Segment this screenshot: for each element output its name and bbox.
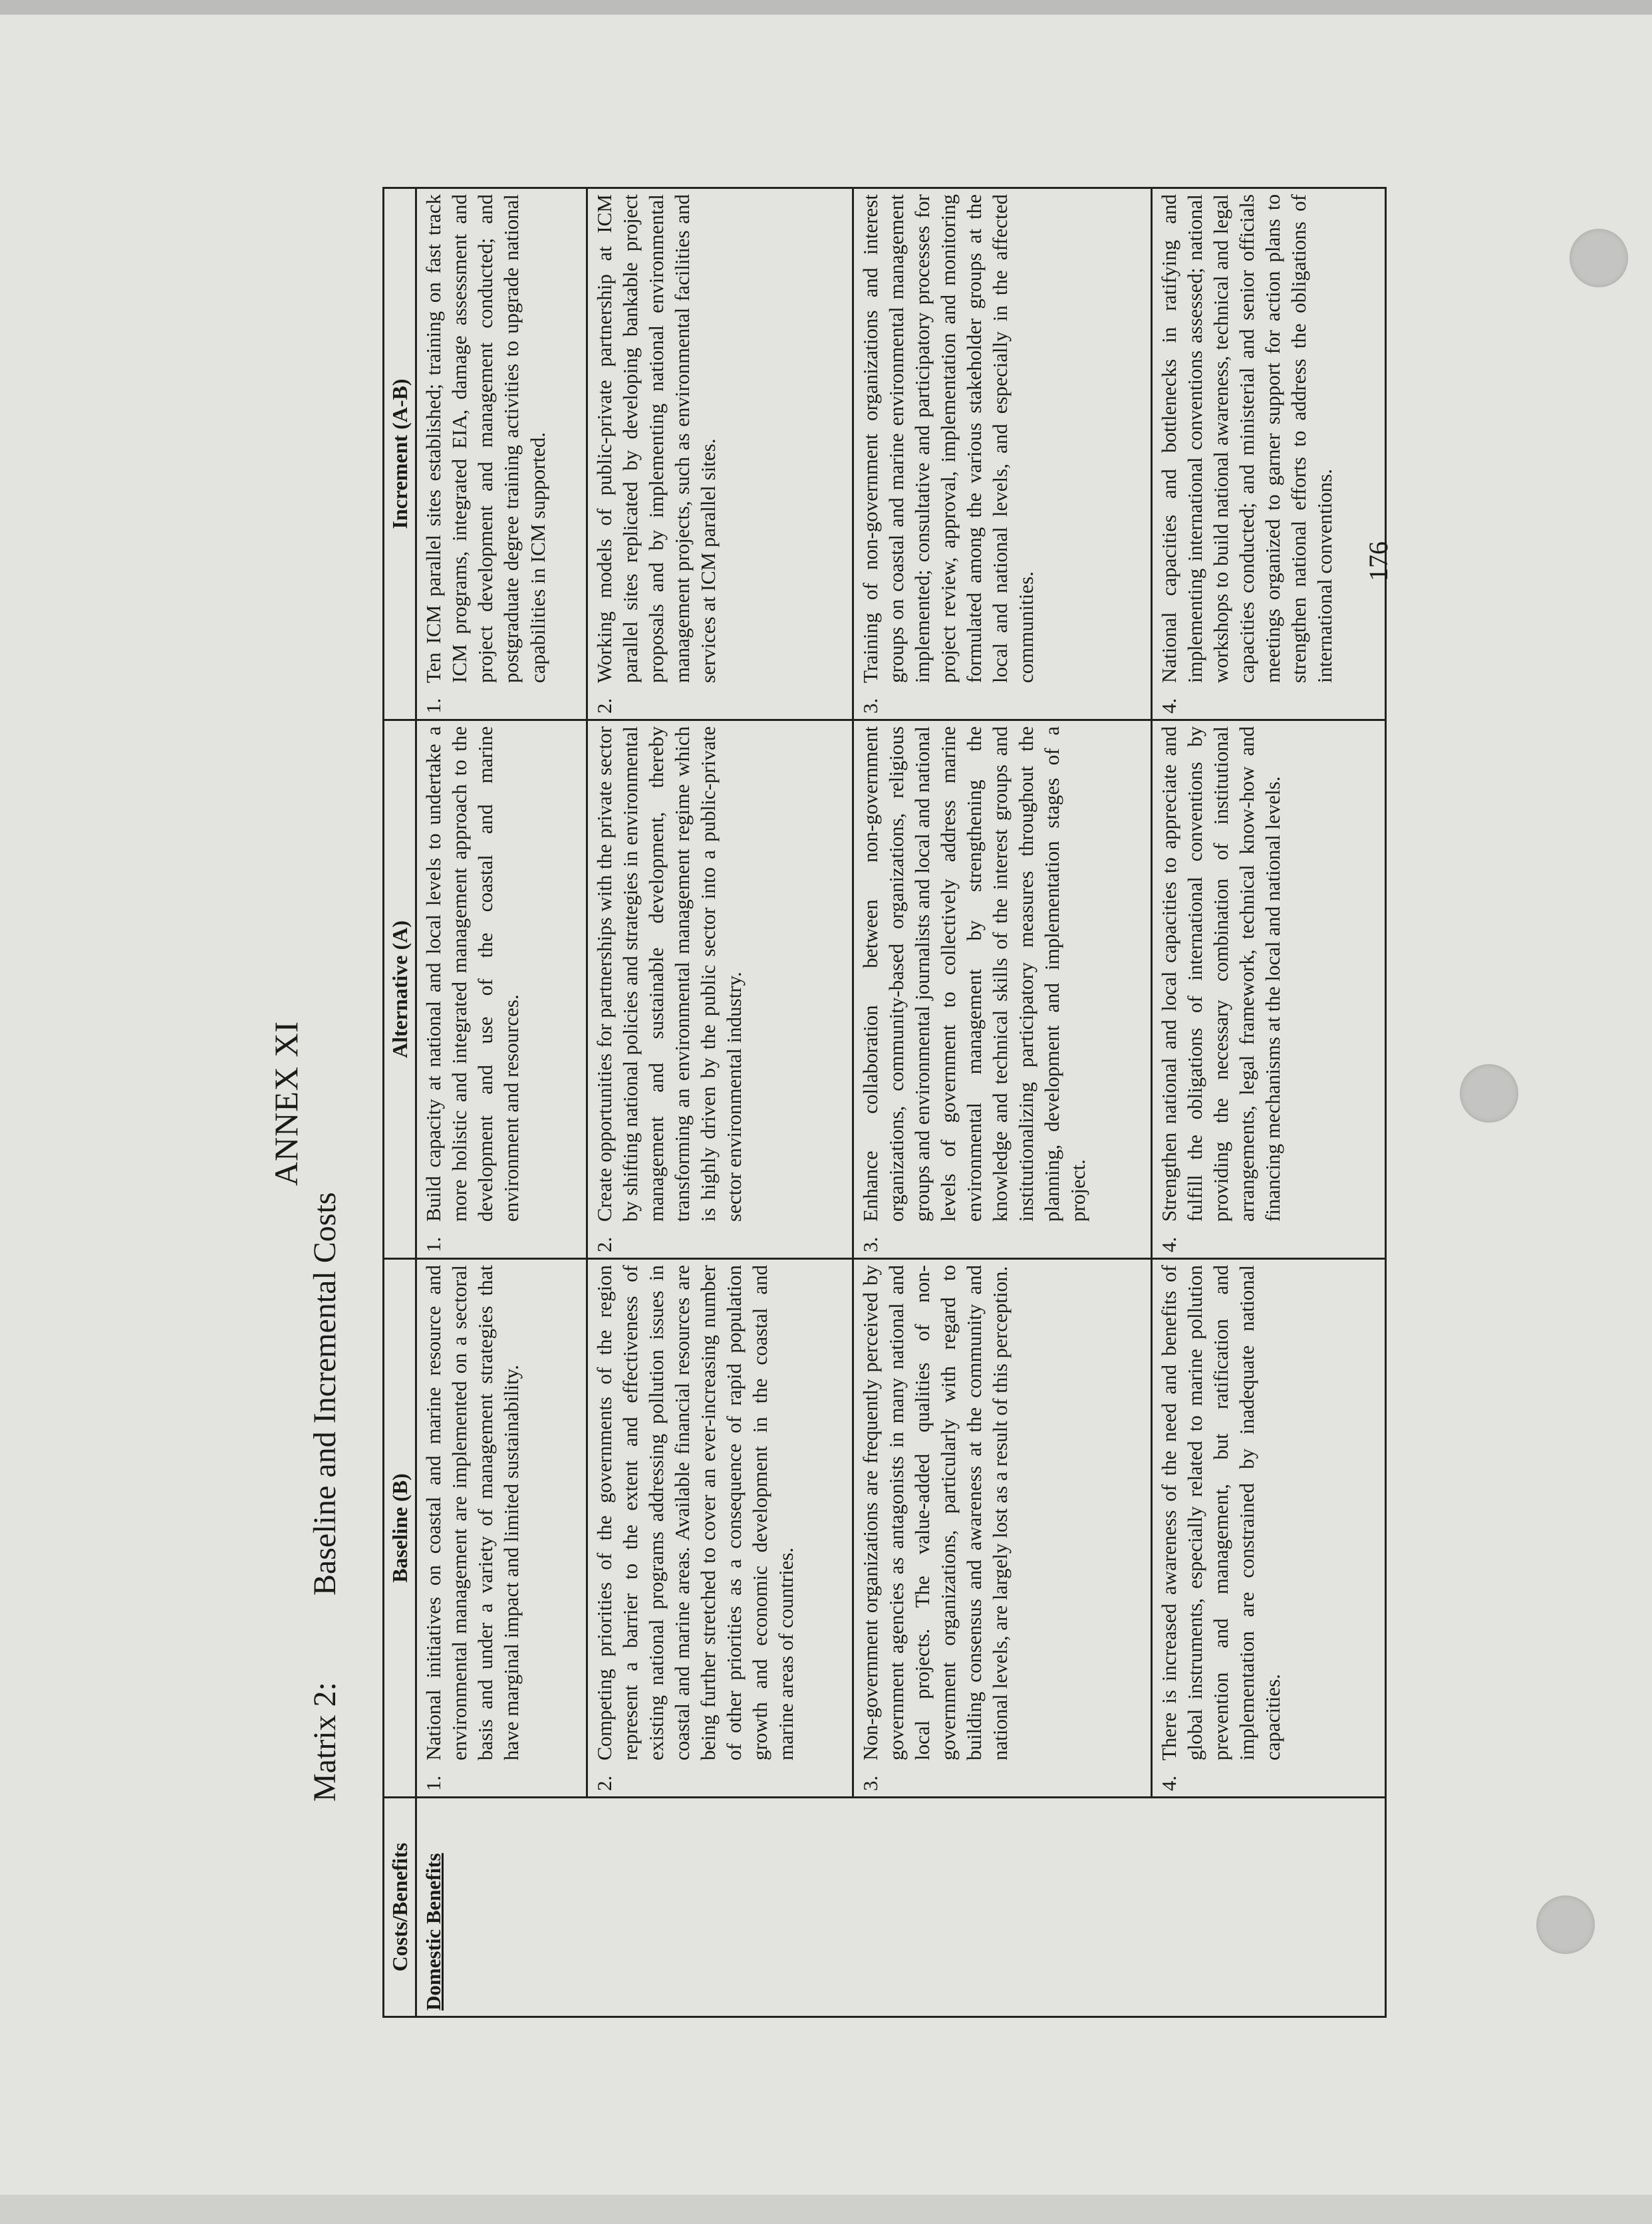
increment-cell <box>853 188 1152 720</box>
column-header-costs-benefits: Costs/Benefits <box>384 1798 416 2017</box>
baseline-cell <box>416 1259 587 1798</box>
baseline-text: Non-government organizations are frequently perceived by government agencies as antagonists in many national and local projects. The value-added qualities of non-government organizations, particularly with regard to building consensus and awareness at the community and national levels, are largely lost as a result of this perception. <box>859 1265 1012 1760</box>
table-row <box>853 188 1152 2017</box>
alternative-text: Enhance collaboration between non-government organizations, community-based organizations, religious groups and environmental journalists and local and national levels of government to collectively address marine environmental management by strengthening the knowledge and technical skills of the interest groups and institutionalizing participatory measures throughout the planning, development and implementation stages of a project. <box>859 726 1090 1222</box>
row-number: 4. <box>1157 1236 1180 1252</box>
annex-title: ANNEX XI <box>267 1020 305 1186</box>
row-number: 3. <box>859 698 883 714</box>
table-row <box>587 188 853 2017</box>
baseline-cell <box>853 1259 1152 1798</box>
alternative-text: Create opportunities for partnerships with the private sector by shifting national policies and strategies in environmental management and sustainable development, thereby transforming an environmental management regime which is highly driven by the public sector into a public-private sector environmental industry. <box>592 726 746 1222</box>
baseline-text: Competing priorities of the governments of the region represent a barrier to the extent and effectiveness of existing national programs addressing pollution issues in coastal and marine areas. Available financial resources are being further stretched to cover an ever-increasing number of other priorities as a consequence of rapid population growth and economic development in the coastal and marine areas of countries. <box>592 1265 797 1760</box>
table-row <box>1151 188 1385 2017</box>
category-cell <box>416 1798 1386 2017</box>
baseline-incremental-costs-table <box>382 187 1387 2018</box>
baseline-text: There is increased awareness of the need and benefits of global instruments, especially related to marine pollution prevention and management, but ratification and implementation are constrained by inadequate national capacities. <box>1157 1265 1284 1760</box>
scan-edge-top <box>0 0 1652 15</box>
page-number: 176 <box>1363 541 1393 581</box>
punch-hole-middle <box>1460 1064 1518 1123</box>
row-number: 3. <box>859 1775 883 1791</box>
increment-text: National capacities and bottlenecks in ratifying and implementing international conventions assessed; national workshops to build national awareness, technical and legal capacities conducted; and ministerial and senior officials meetings organized to garner support for action plans to strengthen national efforts to address the obligations of international conventions. <box>1157 194 1336 683</box>
matrix-title: Baseline and Incremental Costs <box>307 1192 343 1596</box>
increment-text: Ten ICM parallel sites established; training on fast track ICM programs, integrated EIA, damage assessment and project development and management conducted; and postgraduate degree training activities to upgrade national capabilities in ICM supported. <box>422 194 549 683</box>
row-number: 1. <box>422 698 446 714</box>
row-number: 4. <box>1157 1775 1180 1791</box>
baseline-cell <box>587 1259 853 1798</box>
alternative-cell <box>853 720 1152 1259</box>
baseline-text: National initiatives on coastal and marine resource and environmental management are implemented on a sectoral basis and under a variety of management strategies that have marginal impact and limited sustainability. <box>422 1265 523 1760</box>
row-number: 2. <box>592 698 616 714</box>
increment-cell <box>416 188 587 720</box>
punch-hole-top <box>1570 229 1628 287</box>
increment-text: Working models of public-private partnership at ICM parallel sites replicated by developing bankable project proposals and by implementing national environmental management projects, such as environmental facilities and services at ICM parallel sites. <box>592 194 720 683</box>
row-number: 1. <box>422 1775 446 1791</box>
increment-cell <box>587 188 853 720</box>
punch-hole-bottom <box>1536 1895 1595 1954</box>
table-row <box>416 188 587 2017</box>
column-header-alternative: Alternative (A) <box>384 720 416 1259</box>
table-header-row <box>384 188 416 2017</box>
row-number: 3. <box>859 1236 883 1252</box>
row-number: 2. <box>592 1775 616 1791</box>
row-number: 2. <box>592 1236 616 1252</box>
row-number: 1. <box>422 1236 446 1252</box>
increment-text: Training of non-government organizations and interest groups on coastal and marine environmental management implemented; consultative and participatory processes for project review, approval, implementation and monitoring formulated among the various stakeholder groups at the local and national levels, and especially in the affected communities. <box>859 194 1038 683</box>
column-header-baseline: Baseline (B) <box>384 1259 416 1798</box>
alternative-text: Strengthen national and local capacities to appreciate and fulfill the obligations of international conventions by providing the necessary combination of institutional arrangements, legal framework, technical know-how and financing mechanisms at the local and national levels. <box>1157 726 1284 1222</box>
alternative-cell <box>587 720 853 1259</box>
rotated-page-content <box>245 189 1396 2018</box>
alternative-text: Build capacity at national and local levels to undertake a more holistic and integrated management approach to the development and use of the coastal and marine environment and resources. <box>422 726 523 1222</box>
column-header-increment: Increment (A-B) <box>384 188 416 720</box>
baseline-cell <box>1151 1259 1385 1798</box>
category-label: Domestic Benefits <box>422 1853 446 2011</box>
increment-cell <box>1151 188 1385 720</box>
page-header <box>245 189 378 2018</box>
scan-edge-bottom <box>0 2195 1652 2224</box>
row-number: 4. <box>1157 698 1180 714</box>
alternative-cell <box>416 720 587 1259</box>
matrix-label: Matrix 2: <box>307 1682 343 1802</box>
alternative-cell <box>1151 720 1385 1259</box>
